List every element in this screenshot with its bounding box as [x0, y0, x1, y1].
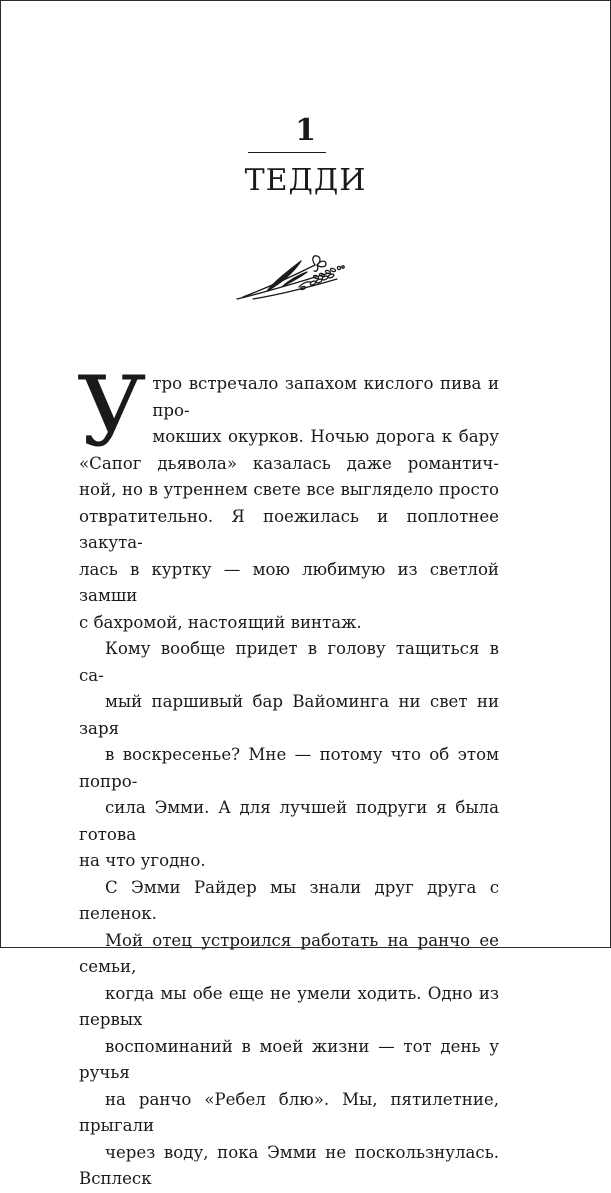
text-line: когда мы обе еще не умели ходить. Одно из первых — [79, 983, 499, 1029]
paragraph-1-end — [79, 610, 499, 637]
chapter-number: 1 — [295, 113, 316, 148]
paragraph-3 — [79, 875, 499, 1193]
text-line: ной, но в утреннем свете все выглядело просто — [79, 480, 499, 499]
text-line: тро встречало запахом кислого пива и про- — [152, 374, 499, 420]
drop-cap-letter: У — [77, 356, 147, 468]
text-line: сила Эмми. А для лучшей подруги я была готова — [79, 798, 499, 844]
text-line: в воскресенье? Мне — потому что об этом попро- — [79, 745, 499, 791]
paragraph-1 — [77, 356, 499, 610]
text-line: с бахромой, настоящий винтаж. — [79, 612, 362, 632]
wildflower-sprig-icon — [233, 253, 353, 305]
text-line: воспоминаний в моей жизни — тот день у ручья — [79, 1036, 499, 1082]
chapter-divider-rule — [248, 152, 326, 153]
text-line: мокших окурков. Ночью дорога к бару — [152, 427, 499, 446]
text-line: «Сапог дьявола» казалась даже романтич- — [79, 453, 499, 473]
text-line: С Эмми Райдер мы знали друг друга с пеленок. — [79, 877, 499, 923]
text-line: через воду, пока Эмми не поскользнулась. Всплеск — [79, 1142, 499, 1188]
text-line: лась в куртку — мою любимую из светлой замши — [79, 559, 499, 605]
chapter-title: ТЕДДИ — [244, 163, 367, 198]
text-line: мый паршивый бар Вайоминга ни свет ни заря — [79, 692, 499, 738]
text-line: на что угодно. — [79, 851, 206, 870]
text-line: Мой отец устроился работать на ранчо ее семьи, — [79, 930, 499, 976]
paragraph-2-end — [79, 848, 499, 875]
text-line: на ранчо «Ребел блю». Мы, пятилетние, прыгали — [79, 1089, 499, 1135]
chapter-body-text — [77, 356, 499, 1193]
text-line: Кому вообще придет в голову тащиться в са- — [79, 639, 499, 685]
text-line: отвратительно. Я поежилась и поплотнее закута- — [79, 506, 499, 552]
paragraph-2 — [79, 636, 499, 848]
